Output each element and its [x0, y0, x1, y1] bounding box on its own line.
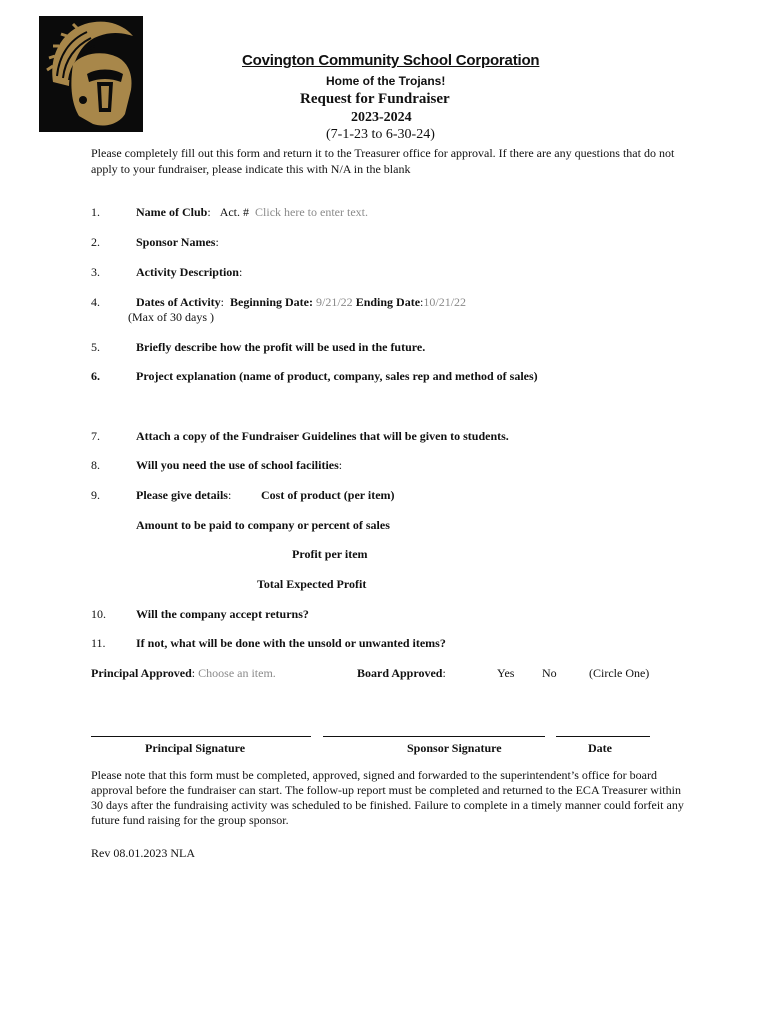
principal-approved-dropdown[interactable]: Choose an item.	[198, 666, 276, 680]
principal-approved-row	[91, 666, 276, 681]
item-8-row	[136, 458, 342, 473]
details-label: Please give details	[136, 488, 228, 502]
amount-paid-label: Amount to be paid to company or percent of sales	[136, 518, 390, 532]
act-number-label: Act. #	[219, 205, 250, 219]
max-days-note: (Max of 30 days )	[128, 310, 214, 324]
ending-date-label: Ending Date	[355, 295, 421, 309]
beginning-date-input[interactable]: 9/21/22	[316, 295, 353, 309]
beginning-date-label: Beginning Date:	[230, 295, 314, 309]
board-approved-sep: :	[442, 666, 446, 680]
school-facilities-sep: :	[338, 458, 343, 472]
club-name-sep: :	[207, 205, 211, 219]
returns-label: Will the company accept returns?	[136, 607, 309, 621]
item-2-row	[136, 235, 219, 250]
sponsor-signature-label: Sponsor Signature	[407, 741, 502, 755]
club-name-input[interactable]: Click here to enter text.	[255, 205, 368, 219]
yes-option: Yes	[497, 666, 515, 680]
org-name: Covington Community School Corporation	[242, 52, 540, 69]
project-explanation-label: Project explanation (name of product, company, sales rep and method of sales)	[136, 369, 538, 383]
sponsor-names-label: Sponsor Names	[136, 235, 216, 249]
details-sep: :	[227, 488, 232, 502]
principal-signature-line	[91, 736, 311, 737]
item-number: 8.	[91, 458, 100, 472]
circle-one-note: (Circle One)	[589, 666, 650, 680]
trojan-helmet-logo	[39, 16, 143, 132]
trojan-helmet-icon	[39, 16, 143, 132]
item-1-row	[136, 205, 368, 220]
form-title: Request for Fundraiser	[300, 91, 450, 107]
dates-of-activity-label: Dates of Activity	[136, 295, 221, 309]
activity-description-sep: :	[238, 265, 243, 279]
item-number: 7.	[91, 429, 100, 443]
unsold-items-label: If not, what will be done with the unsold or unwanted items?	[136, 636, 446, 650]
profit-per-item-label: Profit per item	[292, 547, 368, 561]
item-number: 5.	[91, 340, 100, 354]
item-3-row	[136, 265, 242, 280]
ending-date-sep: :	[420, 295, 424, 309]
principal-signature-label: Principal Signature	[145, 741, 246, 755]
item-number: 2.	[91, 235, 100, 249]
board-approved-label: Board Approved	[357, 666, 443, 680]
completion-note: Please note that this form must be completed, approved, signed and forwarded to the superintendent’s office for board approval before the fundraiser can start. The follow-up report must be completed and returned to the ECA Treasurer within 30 days after the fundraising activity was scheduled to be finished. Failure to complete in a timely manner could forfeit any future fund raising for the group sponsor.	[91, 768, 684, 827]
item-number: 10.	[91, 607, 106, 621]
sponsor-names-sep: :	[215, 235, 219, 249]
cost-per-item-label: Cost of product (per item)	[261, 488, 395, 502]
principal-approved-label: Principal Approved	[91, 666, 192, 680]
revision-label: Rev 08.01.2023 NLA	[91, 846, 195, 860]
ending-date-input[interactable]: 10/21/22	[423, 295, 467, 309]
guidelines-label: Attach a copy of the Fundraiser Guidelines that will be given to students.	[136, 429, 509, 443]
date-label: Date	[588, 741, 612, 755]
club-name-label: Name of Club	[136, 205, 208, 219]
intro-text: Please completely fill out this form and return it to the Treasurer office for approval. If there are any questions that do not apply to your fundraiser, please indicate this with N/A in the blank	[91, 146, 675, 176]
school-facilities-label: Will you need the use of school facilities	[136, 458, 339, 472]
date-range: (7-1-23 to 6-30-24)	[326, 127, 435, 142]
item-number: 4.	[91, 295, 100, 309]
item-number: 1.	[91, 205, 100, 219]
item-number: 6.	[91, 369, 100, 383]
tagline: Home of the Trojans!	[326, 74, 446, 88]
no-option: No	[542, 666, 557, 680]
item-number: 3.	[91, 265, 100, 279]
profit-use-label: Briefly describe how the profit will be used in the future.	[136, 340, 426, 354]
item-4-row	[136, 295, 466, 310]
item-number: 9.	[91, 488, 100, 502]
principal-approved-sep: :	[191, 666, 196, 680]
date-signature-line	[556, 736, 650, 737]
school-year: 2023-2024	[351, 110, 412, 125]
item-9-row	[136, 488, 231, 503]
board-approved-row	[357, 666, 446, 681]
dates-of-activity-sep: :	[220, 295, 224, 309]
sponsor-signature-line	[323, 736, 545, 737]
total-expected-profit-label: Total Expected Profit	[257, 577, 367, 591]
item-number: 11.	[91, 636, 106, 650]
activity-description-label: Activity Description	[136, 265, 239, 279]
